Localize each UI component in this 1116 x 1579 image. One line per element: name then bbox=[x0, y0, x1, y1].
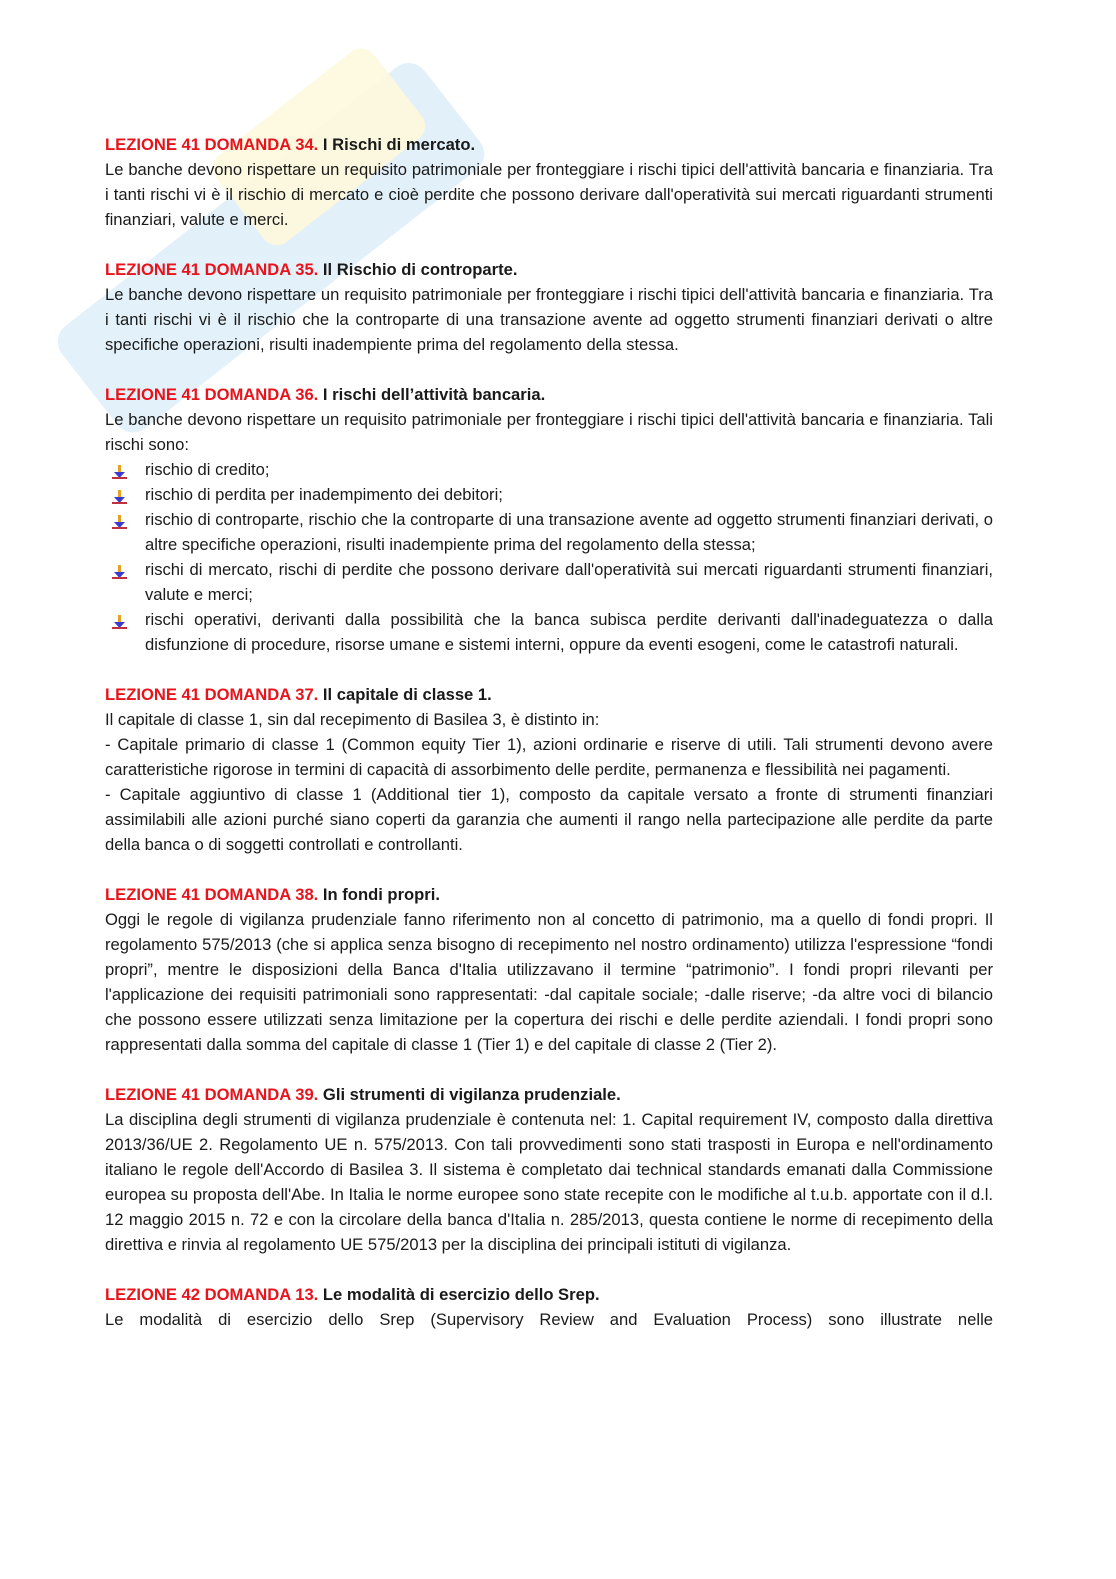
section-title: Le modalità di esercizio dello Srep. bbox=[322, 1285, 600, 1304]
paragraph: La disciplina degli strumenti di vigilanza prudenziale è contenuta nel: 1. Capital requirement IV, composto dalla direttiva 2013/36/UE 2. Regolamento UE n. 575/2013. Con tali provvedimenti sono stati trasposti in Europa e nell'ordinamento italiano le regole dell'Accordo di Basilea 3. Il sistema è completato dai technical standards emanati dalla Commissione europea su proposta dell'Abe. In Italia le norme europee sono state recepite con le modifiche al t.u.b. apportate con il d.l. 12 maggio 2015 n. 72 e con la circolare della banca d'Italia n. 285/2013, questa contiene le norme di recepimento della direttiva e rinvia al regolamento UE 575/2013 per la disciplina dei principali istituti di vigilanza. bbox=[105, 1110, 993, 1254]
paragraph: - Capitale aggiuntivo di classe 1 (Additional tier 1), composto da capitale versato a fronte di strumenti finanziari assimilabili alle azioni purché siano coperti da garanzia che aumenti il rango nella partecipazione alle perdite da parte della banca o di soggetti controllati e controllanti. bbox=[105, 785, 993, 854]
list-item-text: rischi operativi, derivanti dalla possibilità che la banca subisca perdite derivanti dall'inadeguatezza o dalla disfunzione di procedure, risorse umane e sistemi interni, oppure da eventi esogeni, come le catastrofi naturali. bbox=[145, 610, 993, 654]
list-item-text: rischio di perdita per inadempimento dei debitori; bbox=[145, 485, 503, 504]
section-heading bbox=[105, 257, 993, 282]
section-heading bbox=[105, 382, 993, 407]
arrow-bullet-icon bbox=[111, 487, 127, 503]
question-section bbox=[105, 132, 993, 232]
document-body bbox=[105, 132, 993, 1357]
list-item bbox=[105, 507, 993, 557]
section-heading bbox=[105, 132, 993, 157]
list-item bbox=[105, 607, 993, 657]
paragraph: Il capitale di classe 1, sin dal recepimento di Basilea 3, è distinto in: bbox=[105, 710, 600, 729]
lesson-label: LEZIONE 41 DOMANDA 36. bbox=[105, 385, 319, 404]
question-section bbox=[105, 257, 993, 357]
lesson-label: LEZIONE 41 DOMANDA 38. bbox=[105, 885, 319, 904]
section-title: Il capitale di classe 1. bbox=[322, 685, 492, 704]
lesson-label: LEZIONE 42 DOMANDA 13. bbox=[105, 1285, 319, 1304]
paragraph: Le banche devono rispettare un requisito patrimoniale per fronteggiare i rischi tipici dell'attività bancaria e finanziaria. Tali rischi sono: bbox=[105, 410, 993, 454]
bullet-list bbox=[105, 457, 993, 657]
list-item-text: rischio di controparte, rischio che la controparte di una transazione avente ad oggetto strumenti finanziari derivati, o altre specifiche operazioni, risulti inadempiente prima del regolamento della stessa; bbox=[145, 510, 993, 554]
section-title: Gli strumenti di vigilanza prudenziale. bbox=[322, 1085, 621, 1104]
list-item bbox=[105, 482, 993, 507]
list-item-text: rischio di credito; bbox=[145, 460, 270, 479]
arrow-bullet-icon bbox=[111, 562, 127, 578]
lesson-label: LEZIONE 41 DOMANDA 34. bbox=[105, 135, 319, 154]
paragraph: Oggi le regole di vigilanza prudenziale fanno riferimento non al concetto di patrimonio, ma a quello di fondi propri. Il regolamento 575/2013 (che si applica senza bisogno di recepimento nel nostro ordinamento) utilizza l'espressione “fondi propri”, mentre le disposizioni della Banca d'Italia utilizzavano il termine “patrimonio”. I fondi propri rilevanti per l'applicazione dei requisiti patrimoniali sono rappresentati: -dal capitale sociale; -dalle riserve; -da altre voci di bilancio che possono essere utilizzati senza limitazione per la copertura dei rischi e delle perdite aziendali. I fondi propri sono rappresentati dalla somma del capitale di classe 1 (Tier 1) e del capitale di classe 2 (Tier 2). bbox=[105, 910, 993, 1054]
section-heading bbox=[105, 1282, 993, 1307]
section-heading bbox=[105, 882, 993, 907]
paragraph: Le banche devono rispettare un requisito patrimoniale per fronteggiare i rischi tipici dell'attività bancaria e finanziaria. Tra i tanti rischi vi è il rischio di mercato e cioè perdite che possono derivare dall'operatività sui mercati riguardanti strumenti finanziari, valute e merci. bbox=[105, 160, 993, 229]
lesson-label: LEZIONE 41 DOMANDA 35. bbox=[105, 260, 319, 279]
paragraph: - Capitale primario di classe 1 (Common equity Tier 1), azioni ordinarie e riserve di utili. Tali strumenti devono avere caratteristiche rigorose in termini di capacità di assorbimento delle perdite, permanenza e flessibilità nei pagamenti. bbox=[105, 735, 993, 779]
lesson-label: LEZIONE 41 DOMANDA 39. bbox=[105, 1085, 319, 1104]
arrow-bullet-icon bbox=[111, 612, 127, 628]
question-section bbox=[105, 1282, 993, 1332]
question-section bbox=[105, 882, 993, 1057]
arrow-bullet-icon bbox=[111, 512, 127, 528]
list-item bbox=[105, 557, 993, 607]
section-title: Il Rischio di controparte. bbox=[322, 260, 518, 279]
section-heading bbox=[105, 682, 993, 707]
question-section bbox=[105, 382, 993, 657]
arrow-bullet-icon bbox=[111, 462, 127, 478]
section-title: In fondi propri. bbox=[322, 885, 440, 904]
section-title: I Rischi di mercato. bbox=[322, 135, 476, 154]
question-section bbox=[105, 682, 993, 857]
section-title: I rischi dell’attività bancaria. bbox=[322, 385, 546, 404]
paragraph: Le banche devono rispettare un requisito patrimoniale per fronteggiare i rischi tipici dell'attività bancaria e finanziaria. Tra i tanti rischi vi è il rischio che la controparte di una transazione avente ad oggetto strumenti finanziari derivati o altre specifiche operazioni, risulti inadempiente prima del regolamento della stessa. bbox=[105, 285, 993, 354]
lesson-label: LEZIONE 41 DOMANDA 37. bbox=[105, 685, 319, 704]
paragraph: Le modalità di esercizio dello Srep (Supervisory Review and Evaluation Process) sono illustrate nelle bbox=[105, 1310, 993, 1329]
list-item-text: rischi di mercato, rischi di perdite che possono derivare dall'operatività sui mercati riguardanti strumenti finanziari, valute e merci; bbox=[145, 560, 993, 604]
section-heading bbox=[105, 1082, 993, 1107]
list-item bbox=[105, 457, 993, 482]
question-section bbox=[105, 1082, 993, 1257]
